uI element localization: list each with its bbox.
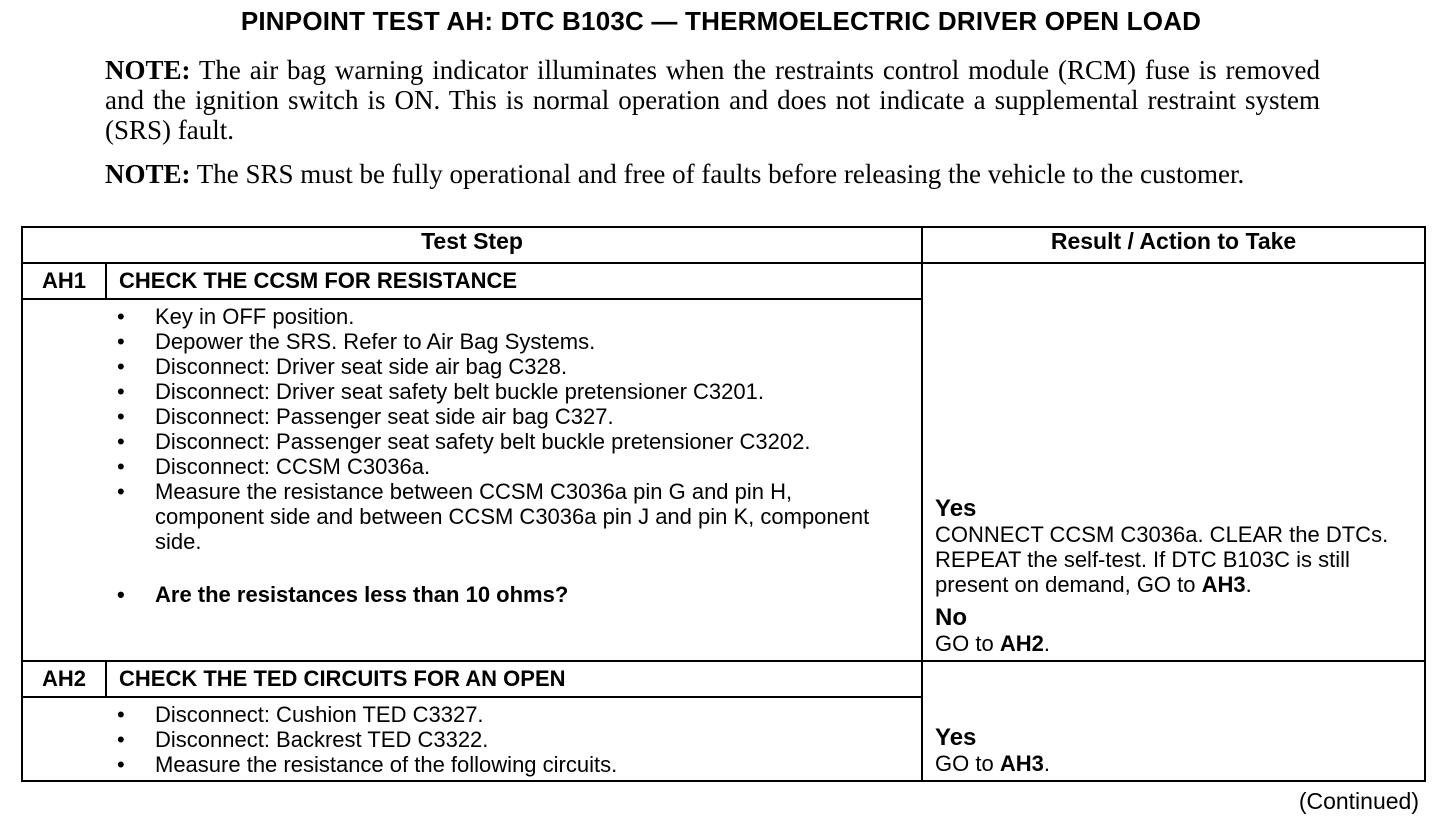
note-1 bbox=[105, 55, 1320, 145]
step-result bbox=[922, 661, 1425, 781]
list-item: • Disconnect: Passenger seat safety belt buckle pretensioner C3202. bbox=[117, 429, 811, 455]
instruction-list bbox=[23, 300, 921, 607]
step-question: • Are the resistances less than 10 ohms? bbox=[117, 582, 569, 608]
list-item: • Measure the resistance of the following circuits. bbox=[117, 752, 618, 777]
step-reference: AH3 bbox=[999, 751, 1044, 776]
note-text: The air bag warning indicator illuminates when the restraints control module (RCM) fuse is removed and the ignition switch is ON. This is normal operation and does not indicate a supplemental restraint system (SRS) fault. bbox=[105, 55, 1320, 145]
list-item: • Measure the resistance between CCSM C3036a pin G and pin H, component side and between CCSM C3036a pin J and pin K, component side. bbox=[117, 479, 870, 555]
instruction-list bbox=[23, 698, 921, 777]
list-item: • Disconnect: Cushion TED C3327. bbox=[117, 702, 484, 727]
list-item: • Disconnect: Passenger seat side air bag C327. bbox=[117, 404, 614, 430]
step-reference: AH3 bbox=[1201, 572, 1246, 597]
note-label: NOTE: bbox=[105, 55, 191, 85]
step-result bbox=[922, 263, 1425, 661]
result-no-text: GO to AH2. bbox=[935, 631, 1050, 656]
step-id: AH2 bbox=[22, 661, 106, 697]
result-yes-text: GO to AH3. bbox=[935, 751, 1050, 776]
list-item: • Disconnect: Backrest TED C3322. bbox=[117, 727, 489, 752]
result-no-label: No bbox=[935, 604, 968, 631]
result-yes-text: CONNECT CCSM C3036a. CLEAR the DTCs. REPEAT the self-test. If DTC B103C is still present on demand, GO to AH3. bbox=[935, 522, 1389, 597]
result-yes-label: Yes bbox=[935, 495, 977, 522]
pinpoint-test-table bbox=[21, 226, 1426, 782]
table-header-row bbox=[22, 227, 1425, 263]
step-reference: AH2 bbox=[999, 631, 1044, 656]
list-item: • Depower the SRS. Refer to Air Bag Systems. bbox=[117, 329, 596, 355]
step-row-ah2 bbox=[22, 661, 1425, 697]
step-title: CHECK THE TED CIRCUITS FOR AN OPEN bbox=[106, 661, 922, 697]
header-test-step: Test Step bbox=[22, 227, 922, 263]
result-yes-label: Yes bbox=[935, 724, 977, 751]
list-item: • Key in OFF position. bbox=[117, 304, 355, 330]
step-instructions bbox=[22, 697, 922, 781]
note-label: NOTE: bbox=[105, 159, 191, 189]
step-id: AH1 bbox=[22, 263, 106, 299]
step-title: CHECK THE CCSM FOR RESISTANCE bbox=[106, 263, 922, 299]
note-2 bbox=[105, 159, 1320, 189]
continued-label: (Continued) bbox=[1298, 788, 1419, 814]
step-instructions bbox=[22, 299, 922, 661]
list-item: • Disconnect: CCSM C3036a. bbox=[117, 454, 431, 480]
page-title: PINPOINT TEST AH: DTC B103C — THERMOELECTRIC DRIVER OPEN LOAD bbox=[240, 6, 1202, 36]
list-item: • Disconnect: Driver seat safety belt buckle pretensioner C3201. bbox=[117, 379, 764, 405]
note-text: The SRS must be fully operational and free of faults before releasing the vehicle to the customer. bbox=[190, 159, 1245, 189]
step-row-ah1 bbox=[22, 263, 1425, 299]
header-result: Result / Action to Take bbox=[922, 227, 1425, 263]
list-item: • Disconnect: Driver seat side air bag C328. bbox=[117, 354, 568, 380]
